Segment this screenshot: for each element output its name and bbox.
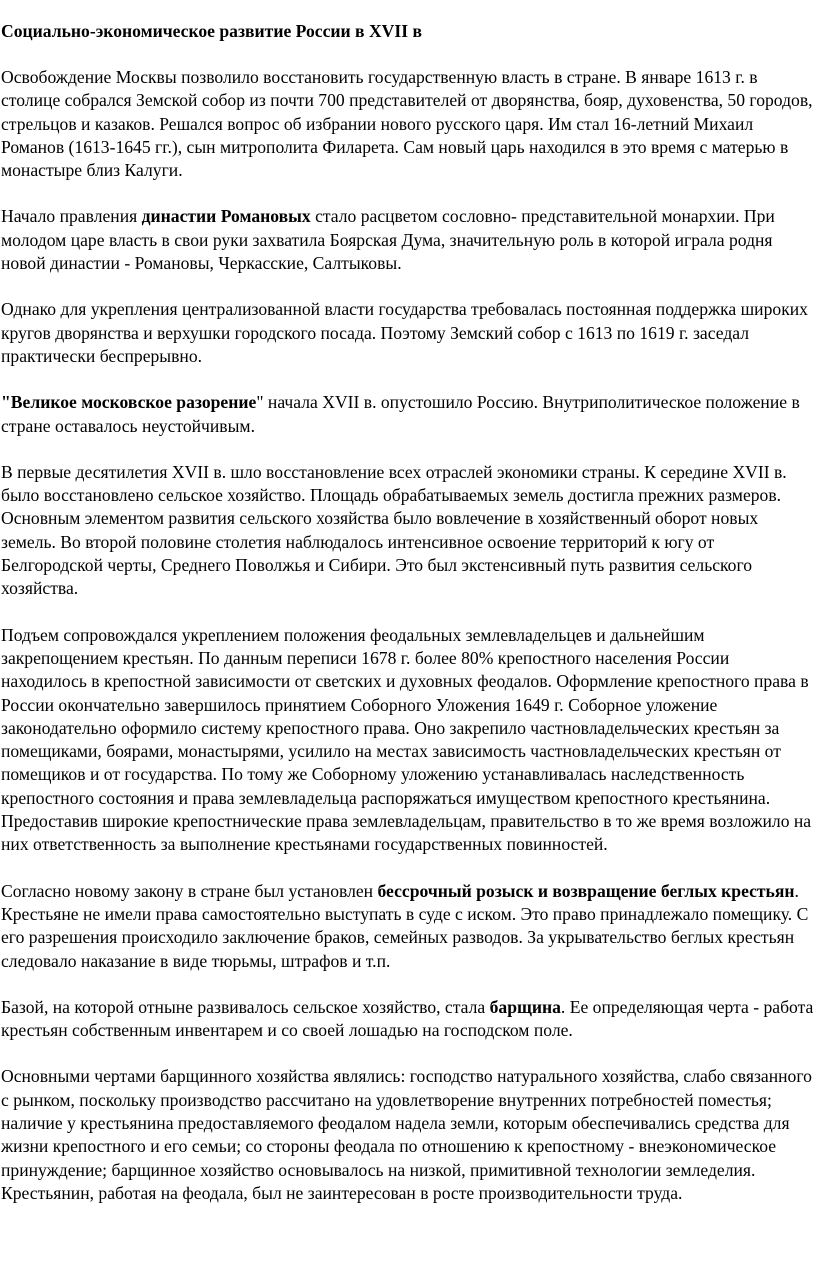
text-run: Подъем сопровождался укреплением положения феодальных землевладельцев и дальнейшим закрепощением крестьян. По данным переписи 1678 г. более 80% крепостного населения России находилось в крепостной зависимости от светских и духовных феодалов. Оформление крепостного права в России окончательно завершилось принятием Соборного Уложения 1649 г. Соборное уложение законодательно оформило систему крепостного права. Оно закрепило частновладельческих крестьян за помещиками, боярами, монастырями, усилило на местах зависимость частновладельческих крестьян от помещиков и от государства. По тому же Соборному уложению устанавливалась наследственность крепостного состояния и права землевладельца распоряжаться имуществом крепостного крестьянина. Предоставив широкие крепостнические права землевладельцам, правительство в то же время возложило на них ответственность за выполнение крестьянами государственных повинностей. bbox=[1, 624, 812, 855]
text-run: Однако для укрепления централизованной власти государства требовалась постоянная поддержка широких кругов дворянства и верхушки городского посада. Поэтому Земский собор с 1613 по 1619 г. заседал практически беспрерывно. bbox=[1, 299, 808, 366]
document-page bbox=[0, 20, 816, 1205]
paragraph-1 bbox=[1, 66, 816, 182]
text-run: Начало правления bbox=[1, 206, 142, 227]
text-run: Согласно новому закону в стране был установлен bbox=[1, 880, 378, 901]
text-run: Базой, на которой отныне развивалось сельское хозяйство, стала bbox=[1, 996, 490, 1017]
paragraph-4 bbox=[1, 391, 816, 438]
text-run: В первые десятилетия XVII в. шло восстановление всех отраслей экономики страны. К середине XVII в. было восстановлено сельское хозяйство. Площадь обрабатываемых земель достигла прежних размеров. Основным элементом развития сельского хозяйства было вовлечение в хозяйственный оборот новых земель. Во второй половине столетия наблюдалось интенсивное освоение территорий к югу от Белгородской черты, Среднего Поволжья и Сибири. Это был экстенсивный путь развития сельского хозяйства. bbox=[1, 461, 787, 599]
paragraph-8 bbox=[1, 996, 816, 1043]
bold-term: династии Романовых bbox=[141, 206, 311, 227]
paragraph-2 bbox=[1, 205, 816, 275]
text-run: Основными чертами барщинного хозяйства являлись: господство натурального хозяйства, слабо связанного с рынком, поскольку производство рассчитано на удовлетворение внутренних потребностей поместья; наличие у крестьянина предоставляемого феодалом надела земли, которым обеспечивались средства для жизни крепостного и его семьи; со стороны феодала по отношению к крепостному - внеэкономическое принуждение; барщинное хозяйство основывалось на низкой, примитивной технологии земледелия. Крестьянин, работая на феодала, был не заинтересован в росте производительности труда. bbox=[1, 1066, 812, 1203]
bold-term: бессрочный розыск и возвращение беглых крестьян bbox=[377, 880, 795, 901]
text-run: стало расцветом сословно- представительной монархии. При молодом царе власть в свои руки захватила Боярская Дума, значительную роль в которой играла родня новой династии - Романовы, Черкасские, Салтыковы. bbox=[1, 206, 775, 274]
paragraph-6 bbox=[1, 624, 816, 857]
text-run: начала XVII в. опустошило Россию. Внутриполитическое положение в стране оставалось неустойчивым. bbox=[1, 392, 800, 436]
paragraph-9 bbox=[1, 1065, 816, 1205]
bold-quote: " bbox=[1, 392, 11, 413]
paragraph-5 bbox=[1, 461, 816, 601]
bold-term: барщина bbox=[489, 996, 561, 1017]
text-run: Освобождение Москвы позволило восстановить государственную власть в стране. В январе 1613 г. в столице собрался Земской собор из почти 700 представителей от дворянства, бояр, духовенства, 50 городов, стрельцов и казаков. Решался вопрос об избрании нового русского царя. Им стал 16-летний Михаил Романов (1613-1645 гг.), сын митрополита Филарета. Сам новый царь находился в это время с матерью в монастыре близ Калуги. bbox=[1, 67, 813, 181]
document-title: Социально-экономическое развитие России в XVII в bbox=[1, 21, 422, 41]
text-run: . Крестьяне не имели права самостоятельно выступать в суде с иском. Это право принадлежало помещику. С его разрешения происходило заключение браков, семейных разводов. За укрывательство беглых крестьян следовало наказание в виде тюрьмы, штрафов и т.п. bbox=[1, 880, 809, 971]
paragraph-7 bbox=[1, 880, 816, 973]
paragraph-3 bbox=[1, 298, 816, 368]
bold-term: Великое московское разорение bbox=[10, 392, 257, 413]
text-run: " bbox=[256, 392, 264, 413]
text-run: . Ее определяющая черта - работа крестьян собственным инвентарем и со своей лошадью на господском поле. bbox=[1, 996, 814, 1041]
